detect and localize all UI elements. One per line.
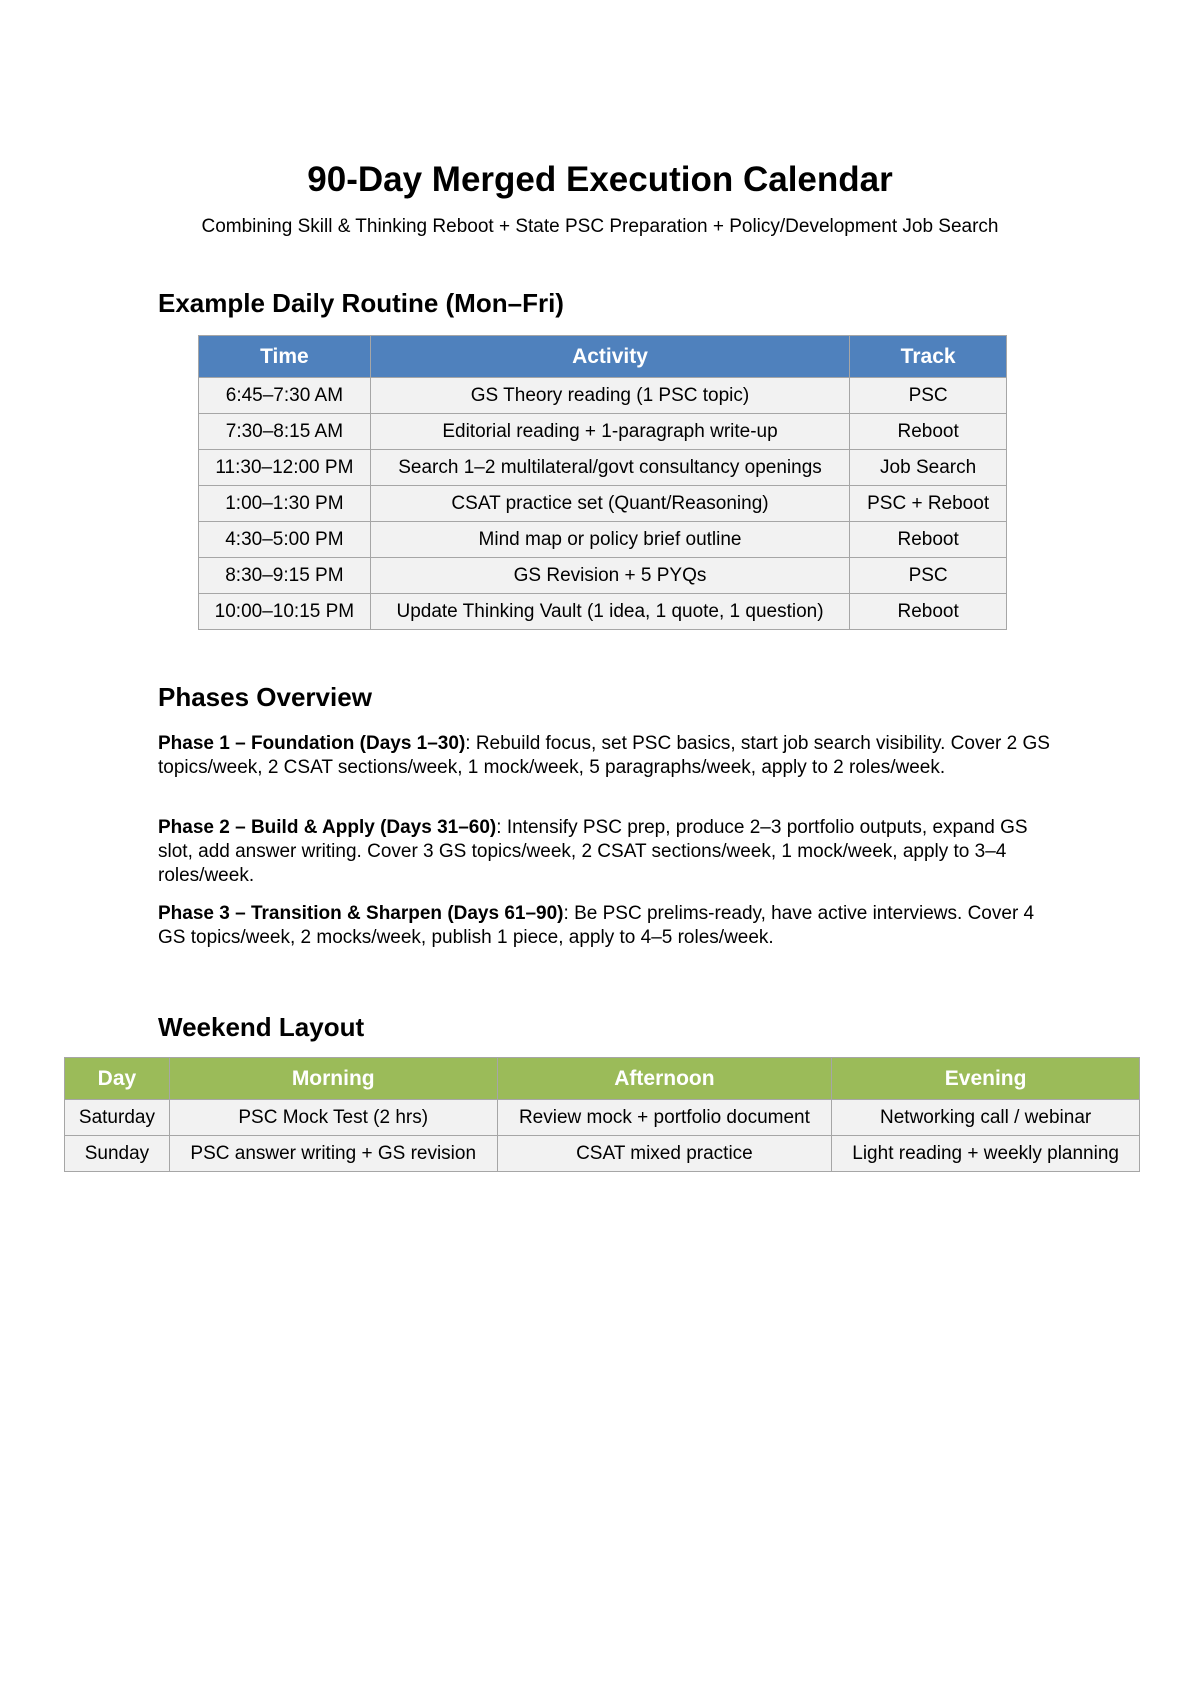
column-header-time: Time [199,336,371,378]
time-cell: 1:00–1:30 PM [199,486,371,522]
phase-description: : Intensify PSC prep, produce 2–3 portfolio outputs, expand GS slot, add answer writing. Cover 3 GS topics/week, 2 CSAT sections/week, 1 mock/week, apply to 3–4 roles/week. [158,817,1028,886]
track-cell: Reboot [850,414,1007,450]
track-cell: PSC [850,378,1007,414]
daily-routine-table [198,335,1007,630]
evening-cell: Networking call / webinar [832,1100,1140,1136]
phase-label: Phase 3 – Transition & Sharpen (Days 61–90) [158,903,564,924]
table-row [199,558,1007,594]
phase-label: Phase 1 – Foundation (Days 1–30) [158,733,466,754]
column-header-evening: Evening [832,1058,1140,1100]
evening-cell: Light reading + weekly planning [832,1136,1140,1172]
activity-cell: Update Thinking Vault (1 idea, 1 quote, 1 question) [370,594,849,630]
time-cell: 6:45–7:30 AM [199,378,371,414]
activity-cell: Editorial reading + 1-paragraph write-up [370,414,849,450]
table-row [199,486,1007,522]
daily-routine-heading: Example Daily Routine (Mon–Fri) [158,288,564,318]
track-cell: Reboot [850,594,1007,630]
phase-paragraph [158,902,1058,950]
table-row [199,378,1007,414]
column-header-track: Track [850,336,1007,378]
table-row [199,450,1007,486]
phase-description: : Be PSC prelims-ready, have active interviews. Cover 4 GS topics/week, 2 mocks/week, publish 1 piece, apply to 4–5 roles/week. [158,903,1035,948]
column-header-afternoon: Afternoon [497,1058,832,1100]
activity-cell: GS Revision + 5 PYQs [370,558,849,594]
time-cell: 4:30–5:00 PM [199,522,371,558]
activity-cell: CSAT practice set (Quant/Reasoning) [370,486,849,522]
table-row [199,594,1007,630]
phase-label: Phase 2 – Build & Apply (Days 31–60) [158,817,497,838]
weekend-layout-table [64,1057,1140,1172]
phase-paragraph [158,732,1058,780]
page-subtitle: Combining Skill & Thinking Reboot + State PSC Preparation + Policy/Development Job Search [201,216,999,237]
track-cell: PSC [850,558,1007,594]
phase-description: : Rebuild focus, set PSC basics, start job search visibility. Cover 2 GS topics/week, 2 CSAT sections/week, 1 mock/week, 5 paragraphs/week, apply to 2 roles/week. [158,733,1050,778]
activity-cell: Search 1–2 multilateral/govt consultancy openings [370,450,849,486]
morning-cell: PSC Mock Test (2 hrs) [169,1100,497,1136]
activity-cell: Mind map or policy brief outline [370,522,849,558]
column-header-day: Day [65,1058,170,1100]
table-row [199,522,1007,558]
day-cell: Sunday [65,1136,170,1172]
table-row [65,1136,1140,1172]
day-cell: Saturday [65,1100,170,1136]
time-cell: 11:30–12:00 PM [199,450,371,486]
afternoon-cell: CSAT mixed practice [497,1136,832,1172]
page-title: 90-Day Merged Execution Calendar [307,160,893,199]
table-row [199,414,1007,450]
activity-cell: GS Theory reading (1 PSC topic) [370,378,849,414]
track-cell: PSC + Reboot [850,486,1007,522]
time-cell: 10:00–10:15 PM [199,594,371,630]
column-header-morning: Morning [169,1058,497,1100]
time-cell: 8:30–9:15 PM [199,558,371,594]
morning-cell: PSC answer writing + GS revision [169,1136,497,1172]
table-header-row [199,336,1007,378]
track-cell: Job Search [850,450,1007,486]
track-cell: Reboot [850,522,1007,558]
time-cell: 7:30–8:15 AM [199,414,371,450]
column-header-activity: Activity [370,336,849,378]
afternoon-cell: Review mock + portfolio document [497,1100,832,1136]
table-header-row [65,1058,1140,1100]
table-row [65,1100,1140,1136]
weekend-layout-heading: Weekend Layout [158,1012,365,1042]
phases-overview-heading: Phases Overview [158,682,372,712]
phase-paragraph [158,816,1058,888]
